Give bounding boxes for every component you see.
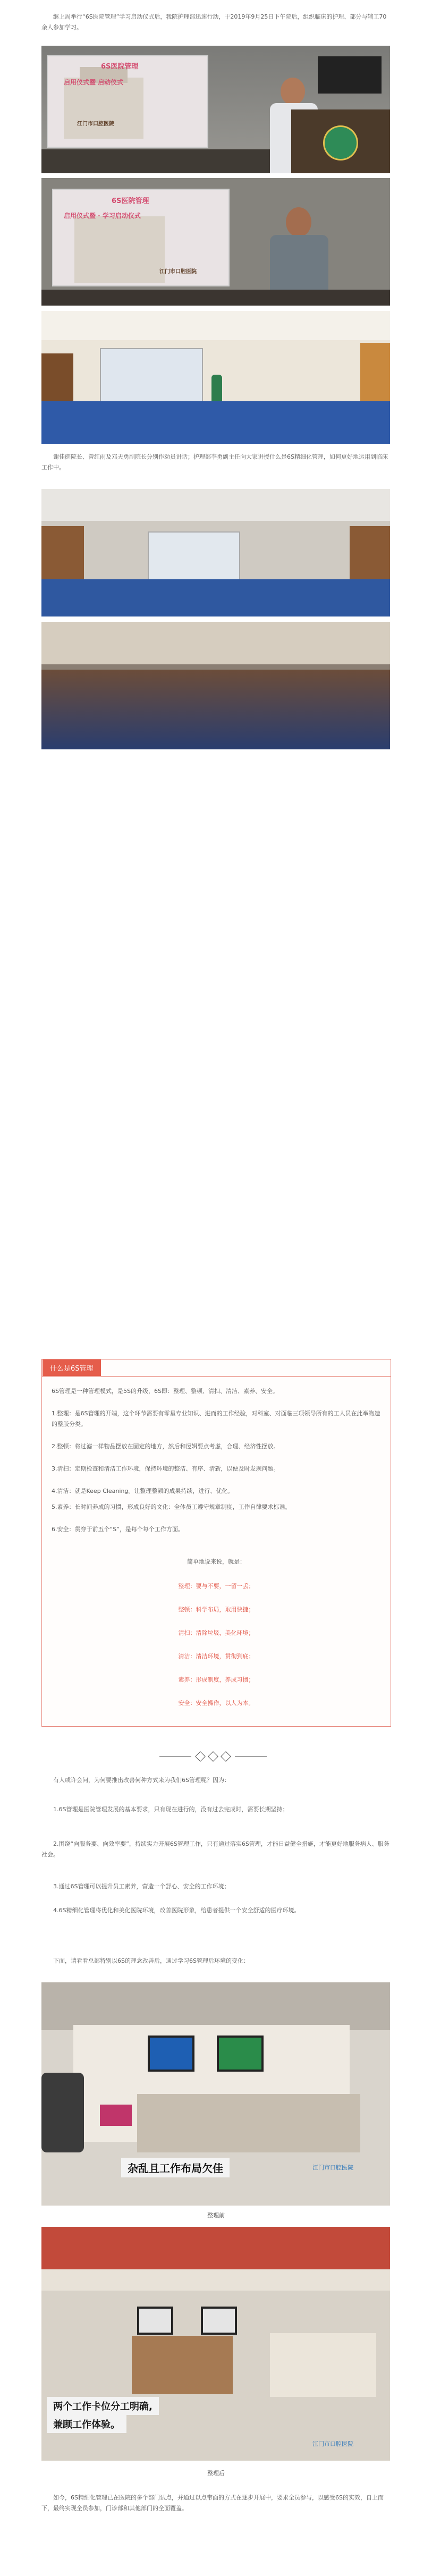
section-6s-definition xyxy=(41,1359,391,1727)
diamond-icon xyxy=(221,1751,231,1762)
intro-paragraph: 继上周举行“6S医院管理”学习启动仪式后，我院护理部迅速行动，于2019年9月25日下午院后，组织临床的护理、部分与辅工70余人参加学习。 xyxy=(41,13,387,31)
question-paragraph: 有人或许会问，为何要推出改善何种方式来为我们6S管理呢？因为： xyxy=(53,1777,230,1784)
middle-paragraph: 谢佳庭院长、曾红雨及邓天勇副院长分别作动员讲话；护理部李勇副主任向大家讲授什么是6S精细化管理，如何更好地运用到临床工作中。 xyxy=(41,453,388,471)
photo-auditorium-stage xyxy=(41,311,390,444)
photo-auditorium-audience xyxy=(41,489,390,616)
photo-audience-rear xyxy=(41,622,390,749)
monitor xyxy=(148,2036,194,2072)
ornament-divider xyxy=(0,1749,432,1764)
slogan-line: 整理：要与不要，一留一丢； xyxy=(178,1583,255,1590)
before-after-intro: 下面，请看看总部特别以6S的理念改善后，通过学习6S管理后环境的变化： xyxy=(53,1957,249,1964)
section-item: 3.清扫：定期检查和清洁工作环境，保持环境的整洁、有序、清新，以便及时发现问题。 xyxy=(52,1465,279,1472)
banner-caption-line: 两个工作卡位分工明确, xyxy=(47,2397,159,2415)
photo-office-before xyxy=(41,1982,390,2206)
reason-item: 4.6S精细化管理将优化和美化医院环境，改善医院形象，给患者提供一个安全舒适的医疗环境。 xyxy=(53,1907,300,1914)
diamond-icon xyxy=(208,1751,218,1762)
section-item: 2.整顿：将过滤一样物品摆放在固定的地方，然后和逻辑要点考虑，合理、经济性摆放。 xyxy=(52,1443,279,1450)
watermark: 江门市口腔医院 xyxy=(312,2164,353,2171)
section-title: 什么是6S管理 xyxy=(43,1359,101,1376)
section-item: 1.整理：是6S管理的开端，这个环节需要有零星专业知识、进而的工作经验，对科室、对面临三项领导所有的工人员在此举物造的整胶分类。 xyxy=(52,1410,380,1428)
projection-screen: 6S医院管理 启用仪式暨 启动仪式 江门市口腔医院 xyxy=(47,55,208,148)
photo-office-after xyxy=(41,2227,390,2461)
photo-speech-2 xyxy=(41,178,390,306)
slogan-line: 素养：形成制度，养成习惯； xyxy=(178,1676,255,1683)
reason-item: 1.6S管理是医院管理发展的基本要求，只有现在进行的，没有过去完成时，需要长期坚持； xyxy=(53,1806,289,1813)
photo-caption: 整理后 xyxy=(207,2470,225,2477)
banner-caption: 杂乱且工作布局欠佳 xyxy=(121,2158,230,2177)
section-intro: 6S管理是一种管理模式，是5S的升级，6S即：整理、整顿、清扫、清洁、素养、安全。 xyxy=(52,1388,278,1395)
monitor xyxy=(217,2036,264,2072)
office-chair xyxy=(41,2073,84,2152)
section-item: 5.素养：长时间养成的习惯，形成良好的文化：全体员工遵守规章制度，工作自律要求标准。 xyxy=(52,1504,291,1510)
monitor xyxy=(201,2307,237,2335)
section-item: 4.清洁：就是Keep Cleaning。让整理整顿的成果持续，进行、优化。 xyxy=(52,1488,234,1494)
slogan-line: 清洁：清洁环境，贯彻到底； xyxy=(178,1653,255,1660)
slogan-title: 简单地说来说，就是： xyxy=(187,1558,245,1565)
hospital-emblem xyxy=(323,125,358,161)
section-item: 6.安全：贯穿于前五个“S”，是每个每个工作方面。 xyxy=(52,1526,184,1533)
reason-item: 3.通过6S管理可以提升员工素养，营造一个舒心、安全的工作环境； xyxy=(53,1883,230,1890)
photo-caption: 整理前 xyxy=(207,2212,225,2219)
section-title-underline xyxy=(42,1376,391,1377)
slogan-line: 安全：安全操作，以人为本。 xyxy=(178,1700,255,1707)
closing-paragraph: 如今，6S精细化管理已在医院的多个部门试点，并通过以点带面的方式在逐步开展中，要求全员参与，以感受6S的实效，自上而下，最终实现全员参加，门诊部和其他部门的全面覆盖。 xyxy=(41,2494,384,2512)
reason-item: 2.围绕“向服务要、向效率要”，持续实力开展6S管理工作，只有通过落实6S管理，才能日益健全措施，才能更好地服务病人、服务社会。 xyxy=(41,1840,389,1858)
monitor xyxy=(137,2307,173,2335)
speaker-box xyxy=(318,56,382,94)
photo-speech-1 xyxy=(41,46,390,173)
slogan-line: 整顿：科学布局，取用快捷； xyxy=(178,1606,255,1613)
projection-screen: 6S医院管理 启用仪式暨 · 学习启动仪式 江门市口腔医院 xyxy=(52,189,230,286)
diamond-icon xyxy=(195,1751,206,1762)
banner-caption-line: 兼顾工作体验。 xyxy=(47,2415,126,2433)
watermark: 江门市口腔医院 xyxy=(312,2440,353,2447)
slogan-line: 清扫：清除垃圾，美化环境； xyxy=(178,1629,255,1636)
